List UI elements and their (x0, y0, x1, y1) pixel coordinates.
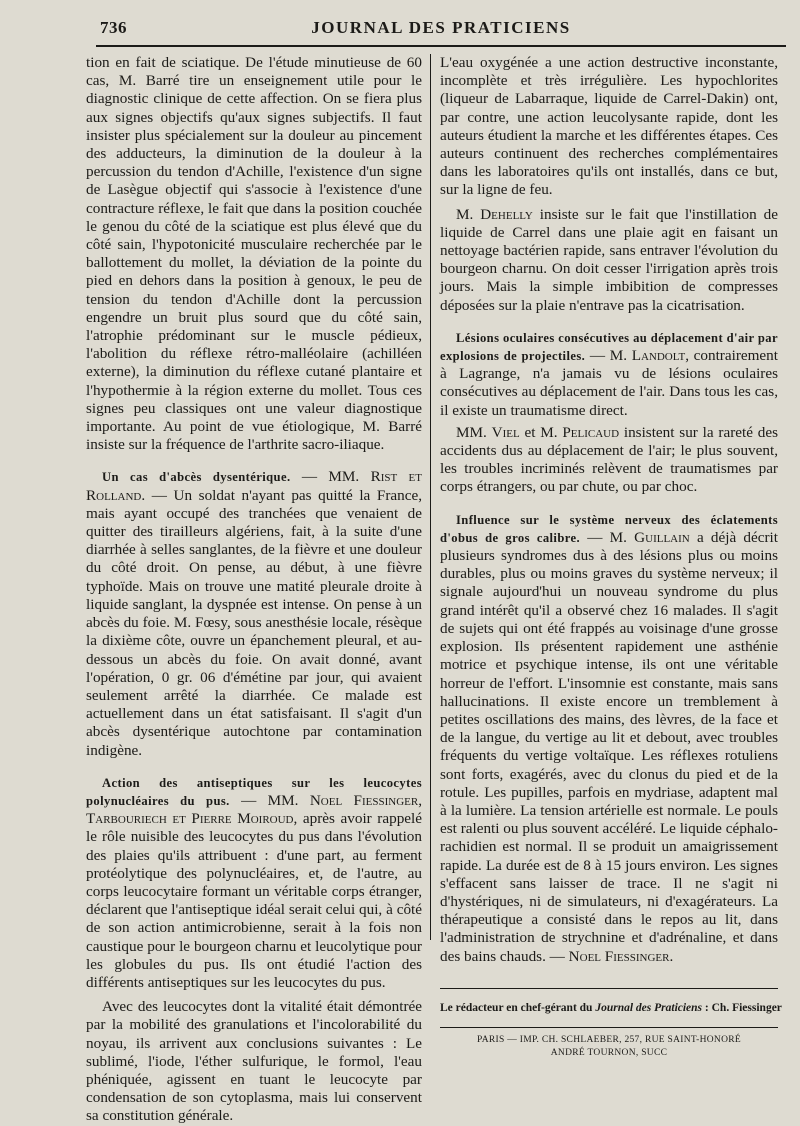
running-title: JOURNAL DES PRATICIENS (311, 18, 571, 37)
section-text: a déjà décrit plusieurs syndromes dus à des lésions plus ou moins durables, plus ou moins graves du système nerveux; il signale aujourd'hui un nouveau syndrome du plus grand intérêt qu'il a observé chez 16 malades. Il s'agit de sujets qui ont été frappés au voisinage d'une grosse explosion. Ils présentent rapidement une asthénie motrice et psychique intense, ils ont une véritable horreur de l'effort. L'insomnie est constante, mais sans hallucinations. Il existe encore un tremblement à petites oscillations des mains, des lèvres, de la face et de la langue, du vertige au lit et debout, avec troubles fréquents du vertige voltaïque. Les réflexes rotuliens sont forts, exagérés, avec du clonus du pied et de la rotule. Les pupilles, parfois en mydriase, adaptent mal à la lumière. La tension artérielle est normale. Le pouls est ralenti ou plus souvent accéléré. Le liquide céphalo-rachidien est normal. Il se produit un amaigrissement rapide. La durée est de 8 à 15 jours environ. Les signes s'effacent sans laisser de trace. Il ne s'agit ni d'hystériques, ni de simulateurs, ni d'exagérateurs. La thérapeutique a consisté dans le repos au lit, dans l'administration de strychnine et d'adrénaline, et dans des bains chauds. — (440, 528, 778, 965)
paragraph-carrel: M. Dehelly insiste sur le fait que l'instillation de liquide de Carrel dans une plaie agit en faisant un nettoyage bactérien rapide, sans entraver l'évolution du bourgeon charnu. On doit cesser l'irrigation après trois jours. Mais la simple imbibition de compresses déposées sur la plaie n'entrave pas la cicatrisation. (440, 205, 778, 314)
section-ocular-lesions: Lésions oculaires consécutives au déplacement d'air par explosions de projectiles. — M. Landolt, contrairement à Lagrange, n'a jamais vu de lésions oculaires consécutives au déplacement de l'air. Dans tous les cas, il existe un traumatisme direct. (440, 330, 778, 419)
section-authors: Rist et Rolland (86, 468, 422, 504)
page-header (96, 12, 786, 48)
section-authors: Landolt (631, 347, 686, 365)
section-antiseptics: Action des antiseptiques sur les leucocytes polynucléaires du pus. — MM. Noel Fiessinger, Tarbouriech et Pierre Moiroud, après avoir rappelé le rôle nuisible des leucocytes du pus dans l'évolution des plaies qu'ils attribuent : d'une part, au ferment protéolytique des polynucléaires, et, de l'autre, au corps leucocytaire formant un véritable corps étranger, déclarent que l'antiseptique idéal serait celui qui, à côté de son action antimicrobienne, serait à la fois non caustique pour le bourgeon charnu et leucolytique pour les globules du pus. Ils ont étudié l'action des différents antiseptiques sur les leucocytes du pus. (86, 775, 422, 991)
author-name: Viel (491, 423, 520, 441)
paragraph-oxygenated-water: L'eau oxygénée a une action destructive inconstante, incomplète et très irrégulière. Les hypochlorites (liqueur de Labarraque, liquide de Carrel-Dakin) ont, par contre, une action leucolysante rapide, dont les auteurs étudient la marche et les différentes étapes. Ces auteurs continuent des recherches complémentaires dans les laboratoires qu'ils ont installés, dans ce but, sur la ligne de feu. (440, 54, 778, 199)
left-column (86, 54, 422, 1126)
section-heading: Influence sur le système nerveux des éclatements d'obus de gros calibre. (440, 512, 778, 545)
section-authors: Noel Fiessinger, Tarbouriech et Pierre Moiroud (86, 791, 422, 828)
section-dysentery-abscess: Un cas d'abcès dysentérique. — MM. Rist et Rolland. — Un soldat n'ayant pas quitté la France, mais ayant occupé des tranchées que venaient de quitter des tirailleurs algériens, fait, à la suite d'une diarrhée à selles sanglantes, de la fièvre et une douleur du côté droit. On pense, au début, à une fièvre typhoïde. Mais on trouve une matité pleurale droite à liquide sanglant, la dyspnée est intense. On pense à un abcès du foie. M. Fœsy, sous anesthésie locale, résèque la dixième côte, ouvre un épanchement pleural, et au-dessous un abcès du foie. On avait donné, avant l'opération, 0 gr. 06 d'émétine par jour, qui avaient seulement arrêté la diarrhée. Ce malade est actuellement dans un état satisfaisant. Il s'agit d'un abcès dysentérique autochtone par contamination indigène. (86, 468, 422, 759)
page-number: 736 (100, 18, 127, 37)
section-text: , après avoir rappelé le rôle nuisible des leucocytes du pus dans l'évolution des plaies qu'ils attribuent : d'une part, au ferment protéolytique des polynucléaires, et, de l'autre, au corps leucocytaire formant un véritable corps étranger, déclarent que l'antiseptique idéal serait celui qui, à côté de son action antimicrobienne, serait à la fois non caustique pour le bourgeon charnu et leucolytique pour les globules du pus. Ils ont étudié l'action des différents antiseptiques sur les leucocytes du pus. (86, 810, 422, 991)
header-rule (96, 45, 786, 47)
section-heading: Lésions oculaires consécutives au déplacement d'air par explosions de projectiles. (440, 330, 778, 364)
author-name: Pelicaud (562, 423, 620, 441)
section-heading: Un cas d'abcès dysentérique. (102, 470, 291, 485)
journal-name: Journal des Praticiens (595, 1001, 703, 1014)
section-authors: Guillain (634, 528, 690, 546)
right-column (440, 54, 782, 1060)
section-nervous-system: Influence sur le système nerveux des éclatements d'obus de gros calibre. — M. Guillain a déjà décrit plusieurs syndromes dus à des lésions plus ou moins durables, plus ou moins graves du système nerveux; il signale aujourd'hui un nouveau syndrome du plus grand intérêt qu'il a observé chez 16 malades. Il s'agit de sujets qui ont été frappés au voisinage d'une grosse explosion. Ils présentent rapidement une asthénie motrice et psychique intense, ils ont une véritable horreur de l'effort. L'insomnie est constante, mais sans hallucinations. Il existe encore un tremblement à petites oscillations des mains, des lèvres, de la face et de la langue, du vertige au lit et debout, avec troubles fréquents du vertige voltaïque. Les réflexes rotuliens sont forts, exagérés, avec du clonus du pied et de la rotule. Les pupilles, parfois en mydriase, adaptent mal à la lumière. La tension artérielle est normale. Le pouls est ralenti ou plus souvent accéléré. Le liquide céphalo-rachidien est normal. Il se produit un amaigrissement rapide. La durée est de 8 à 15 jours environ. Les signes s'effacent sans laisser de trace. Il ne s'agit ni d'hystériques, ni de simulateurs, ni d'exagérateurs. La thérapeutique a consisté dans le repos au lit, dans l'administration de strychnine et d'adrénaline, et dans des bains chauds. — Noel Fiessinger. (440, 512, 778, 965)
paragraph-viel-pelicaud: MM. Viel et M. Pelicaud insistent sur la rareté des accidents dus au déplacement de l'air; le plus souvent, les troubles incriminés relèvent de traumatismes par corps étrangers, ou par chute, ou par choc. (440, 423, 778, 496)
paragraph-leucocytes: Avec des leucocytes dont la vitalité était démontrée par la mobilité des granulations et l'incolorabilité du noyau, ils arrivent aux conclusions suivantes : Le sublimé, l'iode, l'éther sulfurique, le formol, l'eau phéniquée, agissent en tuant le leucocyte par condensation de son cytoplasma, mais lui conservent sa constitution générale. (86, 998, 422, 1125)
section-text: , contrairement à Lagrange, n'a jamais vu de lésions oculaires consécutives au déplacement de l'air. Dans tous les cas, il existe un traumatisme direct. (440, 347, 778, 419)
section-text: . — Un soldat n'ayant pas quitté la France, mais ayant occupé des tranchées que venaient de quitter des tirailleurs algériens, fait, à la suite d'une diarrhée à selles sanglantes, de la fièvre et une douleur du côté droit. On pense, au début, à une fièvre typhoïde. Mais on trouve une matité pleurale droite à liquide sanglant, la dyspnée est intense. On pense à un abcès du foie. M. Fœsy, sous anesthésie locale, résèque la dixième côte, ouvre un épanchement pleural, et au-dessous un abcès du foie. On avait donné, avant l'opération, 0 gr. 06 d'émétine par jour, qui avaient seulement arrêté la diarrhée. Ce malade est actuellement dans un état satisfaisant. Il s'agit d'un abcès dysentérique autochtone par contamination indigène. (86, 486, 422, 759)
signature: Noel Fiessinger (568, 947, 670, 965)
section-heading: Action des antiseptiques sur les leucocytes polynucléaires du pus. (86, 775, 422, 808)
printer-imprint: PARIS — IMP. CH. SCHLAEBER, 257, RUE SAINT-HONORÉ ANDRÉ TOURNON, SUCC (440, 1027, 778, 1060)
column-divider (430, 54, 431, 940)
author-name: Dehelly (480, 205, 533, 223)
editor-line: Le rédacteur en chef-gérant du Journal des Praticiens : Ch. Fiessinger (440, 988, 778, 1017)
paragraph-sciatica: tion en fait de sciatique. De l'étude minutieuse de 60 cas, M. Barré tire un enseignement utile pour le diagnostic clinique de cette affection. On se fiera plus aux signes objectifs qu'aux signes subjectifs. Il faut insister plus spécialement sur la douleur au pincement des adducteurs, la diminution de la douleur à la percussion du tendon d'Achille, l'existence d'un signe de Lasègue objectif qui s'associe à l'existence d'une contracture réflexe, le fait que dans la position couchée le genou du côté de la sciatique est plus élevé que du côté sain, l'hypotonicité musculaire recherchée par le ballottement du mollet, la déviation de la pointe du pied en dehors dans la position à genoux, le peu de tension du tendon d'Achille dont la percussion engendre un bruit plus sourd que du côté sain, l'atrophie prédominant sur le muscle pédieux, l'abolition du réflexe rétro-malléolaire (achilléen externe), la diminution du réflexe cutané plantaire et l'hypothermie à la région externe du mollet. Tous ces signes peu classiques ont une valeur diagnostique importante. Au point de vue étiologique, M. Barré insiste sur la fréquence de l'arthrite sacro-iliaque. (86, 54, 422, 454)
